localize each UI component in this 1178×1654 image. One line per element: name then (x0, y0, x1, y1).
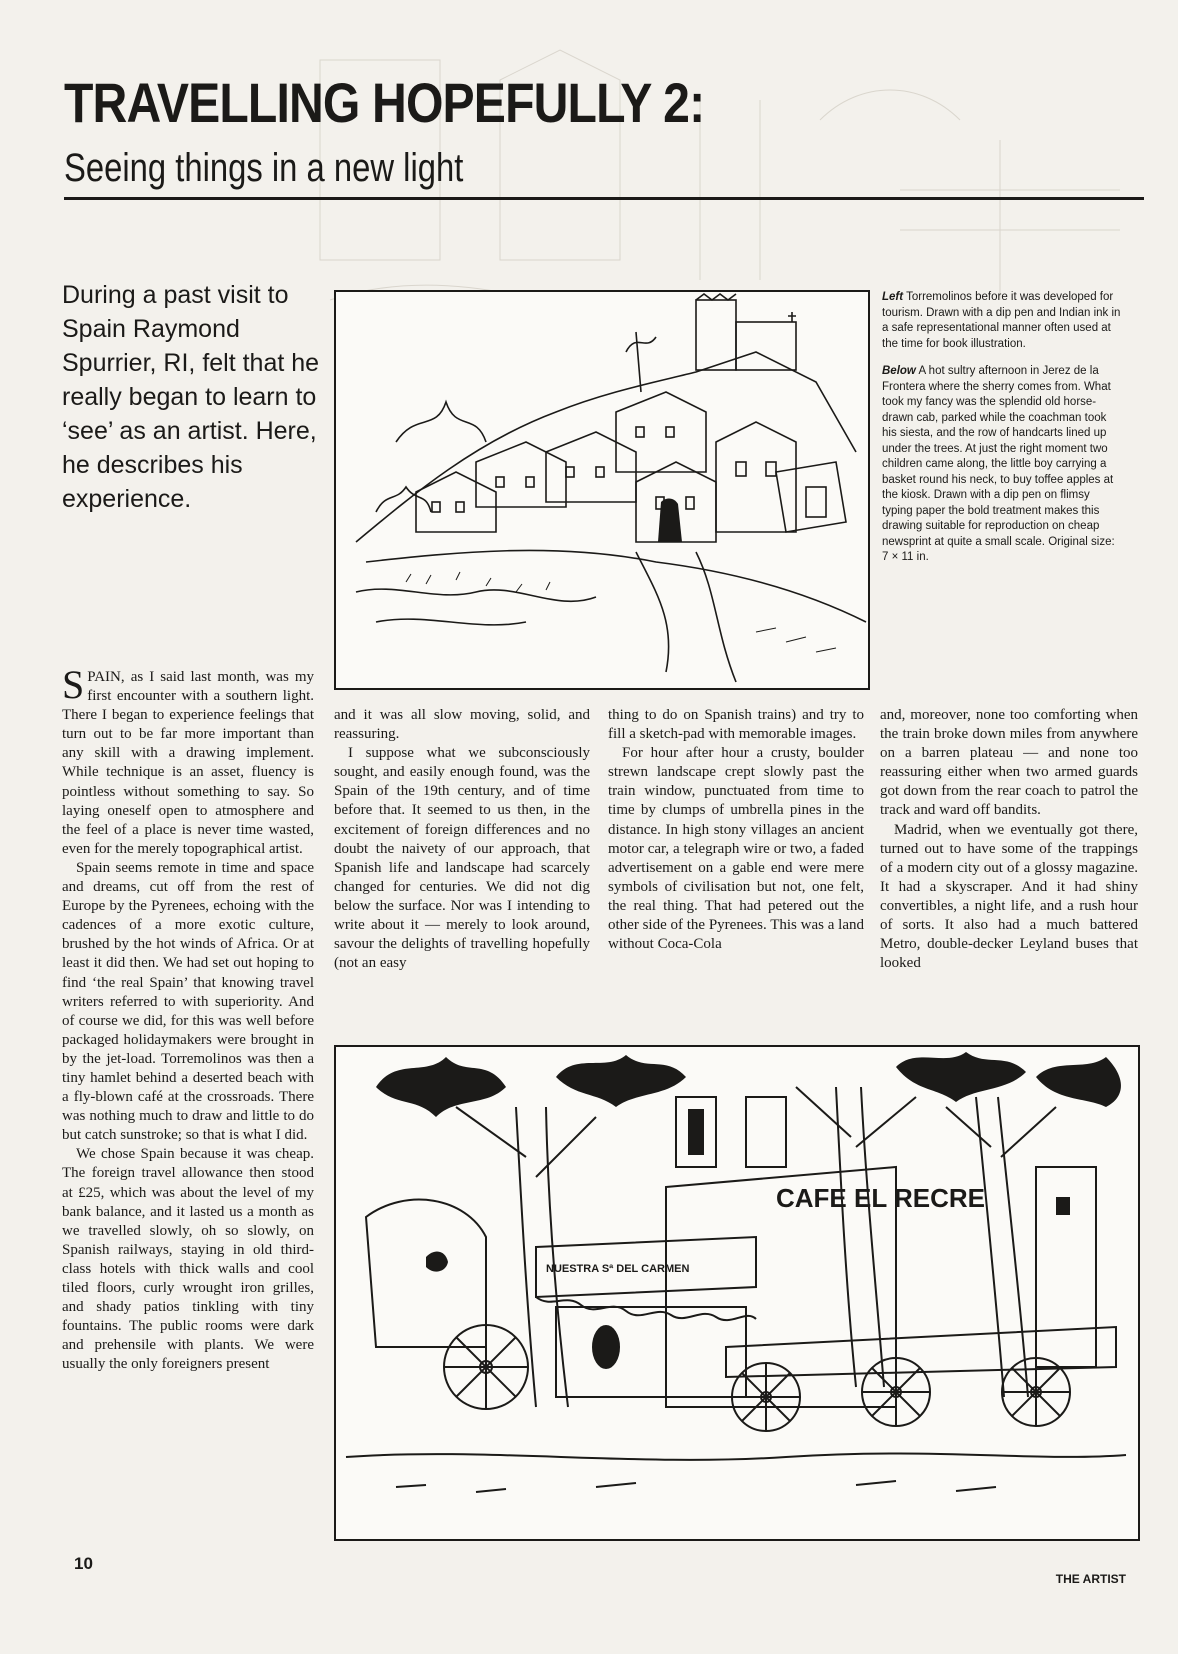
hill-town-drawing (336, 292, 868, 688)
caption-bottom (882, 364, 1122, 566)
body-column-1 (62, 662, 314, 1374)
paragraph: For hour after hour a crusty, boulder strewn landscape crept slowly past the train window, punctuated from time to time by clumps of umbrella pines in the distance. In high stony villages an ancient motor car, a telegraph wire or two, a faded advertisement on a gable end were mere symbols of civilisation but not, one felt, the real thing. That had petered out the other side of the Pyrenees. This was a land without Coca-Cola (608, 745, 864, 953)
paragraph (62, 662, 314, 859)
body-column-4 (880, 706, 1138, 973)
paragraph: thing to do on Spanish trains) and try to fill a sketch-pad with memorable images. (608, 707, 864, 743)
paragraph: Madrid, when we eventually got there, turned out to have some of the trappings of a modern city out of a glossy magazine. It had a skyscraper. And it had shiny convertibles, a night life, and a rush hour of sorts. It also had a much battered Metro, double-decker Leyland buses that looked (880, 821, 1138, 972)
subheadline: Seeing things in a new light (64, 146, 464, 190)
torremolinos-illustration (334, 290, 870, 690)
lead-word: PAIN, (87, 669, 125, 685)
body-column-3 (608, 706, 864, 954)
title-rule (64, 197, 1144, 200)
drop-cap: S (62, 662, 85, 707)
jerez-illustration (334, 1045, 1140, 1541)
paragraph: We chose Spain because it was cheap. The foreign travel allowance then stood at £25, which was about the level of my bank balance, and it lasted us a month as we travelled slowly, oh so slowly, on Spanish railways, staying in old third-class hotels with thick walls and cool tiled floors, curly wrought iron grilles, and shady patios tinkling with tiny fountains. The public rooms were dark and prehensile with plants. We were usually the only foreigners present (62, 1146, 314, 1373)
page-number: 10 (74, 1554, 93, 1573)
cafe-scene-drawing (336, 1047, 1138, 1539)
paragraph-text: as I said last month, was my first encounter with a southern light. There I began to experience feelings that turn out to be far more important than any skill with a drawing implement. While technique is an asset, fluency is pointless without something to say. So laying oneself open to atmosphere and the feel of a place is never time wasted, even for the merely topographical artist. (62, 669, 314, 857)
standfirst: During a past visit to Spain Raymond Spurrier, RI, felt that he really began to learn to ‘see’ as an artist. Here, he describes his experience. (62, 281, 320, 513)
kiosk-sign: NUESTRA Sª DEL CARMEN (546, 1263, 690, 1275)
caption-bottom-text: A hot sultry afternoon in Jerez de la Frontera where the sherry comes from. What took my fancy was the splendid old horse-drawn cab, parked while the coachman took his siesta, and the row of handcarts lined up under the trees. At just the right moment two children came along, the little boy carrying a basket round his neck, to buy toffee apples at the kiosk. Drawn with a dip pen on flimsy typing paper the bold treatment makes this drawing suitable for reproduction on cheap newsprint at quite a small scale. Original size: 7 × 11 in. (882, 365, 1115, 563)
paragraph: I suppose what we subconsciously sought, and easily enough found, was the Spain of the 19th century, and of time before that. It seemed to us then, in the excitement of foreign differences and no doubt the naivety of our approach, that Spanish life and landscape had scarcely changed for centuries. We did not dig below the surface. Nor was I intending to write about it — merely to look around, savour the delights of travelling hopefully (not an easy (334, 745, 590, 972)
caption-top-text: Torremolinos before it was developed for tourism. Drawn with a dip pen and Indian ink in a safe representational manner often used at the time for book illustration. (882, 291, 1121, 350)
caption-bottom-label: Below (882, 365, 916, 377)
cafe-sign: CAFE EL RECRE (776, 1183, 985, 1213)
captions (882, 290, 1122, 578)
body-column-2 (334, 706, 590, 973)
magazine-name: THE ARTIST (1055, 1572, 1126, 1586)
paragraph: Spain seems remote in time and space and dreams, cut off from the rest of Europe by the Pyrenees, echoing with the cadences of a more exotic culture, brushed by the hot winds of Africa. Or at least it did then. We had set out hoping to find ‘the real Spain’ that knowing travel writers referred to with superiority. And of course we did, for this was well before packaged holidaymakers were brought in by the jet-load. Torremolinos was then a tiny hamlet behind a deserted beach with a fly-blown café at the crossroads. There was nothing much to draw and little to do but catch sunstroke; so that is what I did. (62, 859, 314, 1144)
paragraph: and it was all slow moving, solid, and reassuring. (334, 707, 590, 743)
paragraph: and, moreover, none too comforting when the train broke down miles from anywhere on a barren plateau — and none too reassuring either when two armed guards got down from the rear coach to patrol the track and ward off bandits. (880, 707, 1138, 819)
caption-top-label: Left (882, 291, 904, 303)
caption-top (882, 290, 1122, 352)
headline: TRAVELLING HOPEFULLY 2: (64, 71, 705, 134)
